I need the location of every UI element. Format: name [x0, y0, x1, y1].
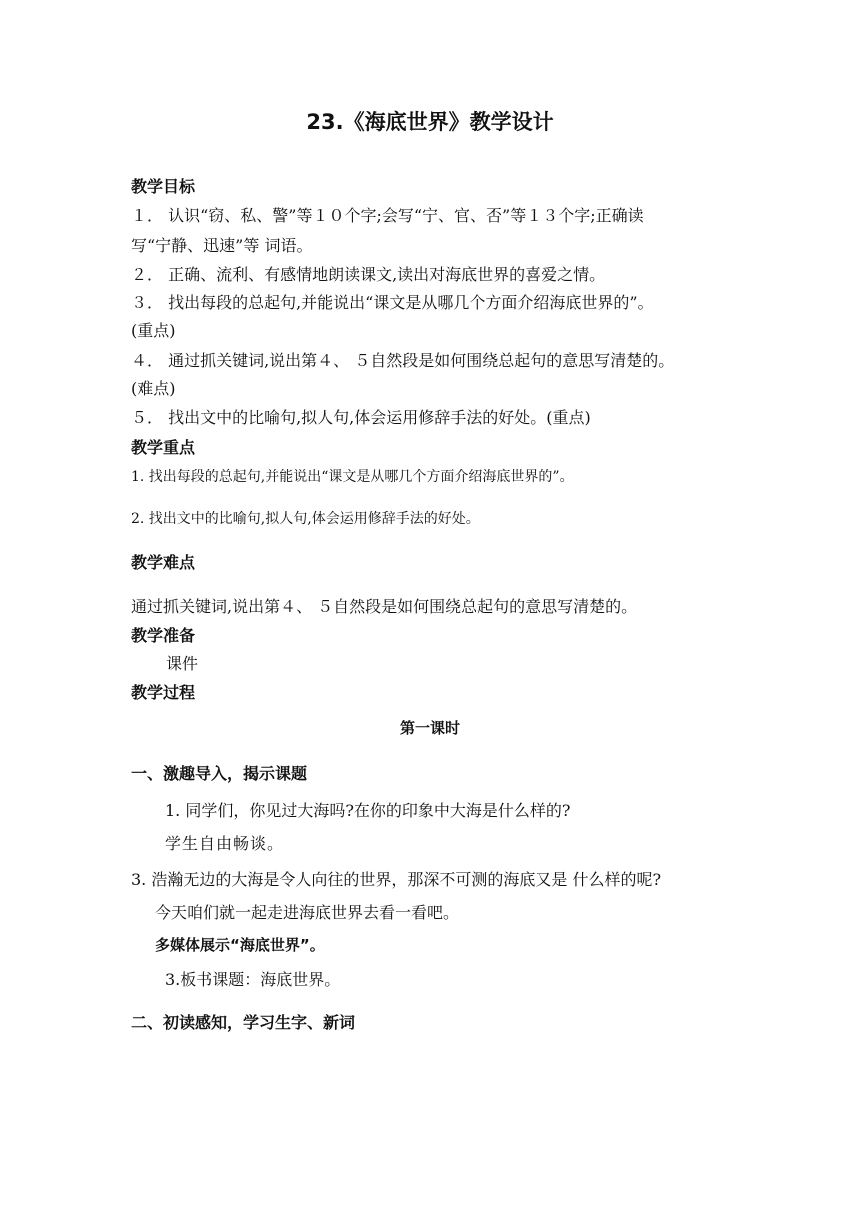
difficulties-text: 通过抓关键词,说出第４、 ５自然段是如何围绕总起句的意思写清楚的。 [131, 597, 638, 616]
key-point-item: 1. 找出每段的总起句,并能说出“课文是从哪几个方面介绍海底世界的”。 [131, 469, 574, 485]
process-line: 3. 浩瀚无边的大海是令人向往的世界，那深不可测的海底又是 什么样的呢? [131, 870, 662, 889]
section-heading: 一、激趣导入，揭示课题 [131, 764, 308, 783]
objective-line: (重点) [131, 321, 176, 340]
document-title: 23.《海底世界》教学设计 [306, 110, 554, 134]
objective-line: ３． 找出每段的总起句,并能说出“课文是从哪几个方面介绍海底世界的”。 [131, 293, 654, 312]
objective-line: (难点) [131, 379, 176, 398]
process-line: 学生自由畅谈。 [165, 834, 285, 853]
objective-line: ５． 找出文中的比喻句,拟人句,体会运用修辞手法的好处。(重点) [131, 408, 591, 427]
key-points-heading: 教学重点 [131, 438, 196, 457]
process-line: 3.板书课题：海底世界。 [165, 970, 341, 989]
objective-line: ４． 通过抓关键词,说出第４、 ５自然段是如何围绕总起句的意思写清楚的。 [131, 351, 675, 370]
key-point-item: 2. 找出文中的比喻句,拟人句,体会运用修辞手法的好处。 [131, 511, 480, 527]
preparation-heading: 教学准备 [131, 626, 196, 645]
process-line: 1. 同学们，你见过大海吗?在你的印象中大海是什么样的? [165, 801, 571, 820]
difficulties-heading: 教学难点 [131, 553, 196, 572]
process-line: 今天咱们就一起走进海底世界去看一看吧。 [155, 903, 460, 922]
objectives-heading: 教学目标 [131, 177, 196, 196]
process-line: 多媒体展示“海底世界”。 [155, 936, 325, 954]
process-heading: 教学过程 [131, 683, 196, 702]
objective-line: １． 认识“窃、私、警”等１０个字;会写“宁、官、否”等１３个字;正确读 [131, 206, 644, 225]
section-heading: 二、初读感知，学习生字、新词 [131, 1013, 356, 1032]
objective-line: 写“宁静、迅速”等 词语。 [131, 236, 313, 255]
objective-line: ２． 正确、流利、有感情地朗读课文,读出对海底世界的喜爱之情。 [131, 265, 606, 284]
preparation-text: 课件 [166, 654, 199, 673]
lesson-title: 第一课时 [399, 719, 460, 737]
